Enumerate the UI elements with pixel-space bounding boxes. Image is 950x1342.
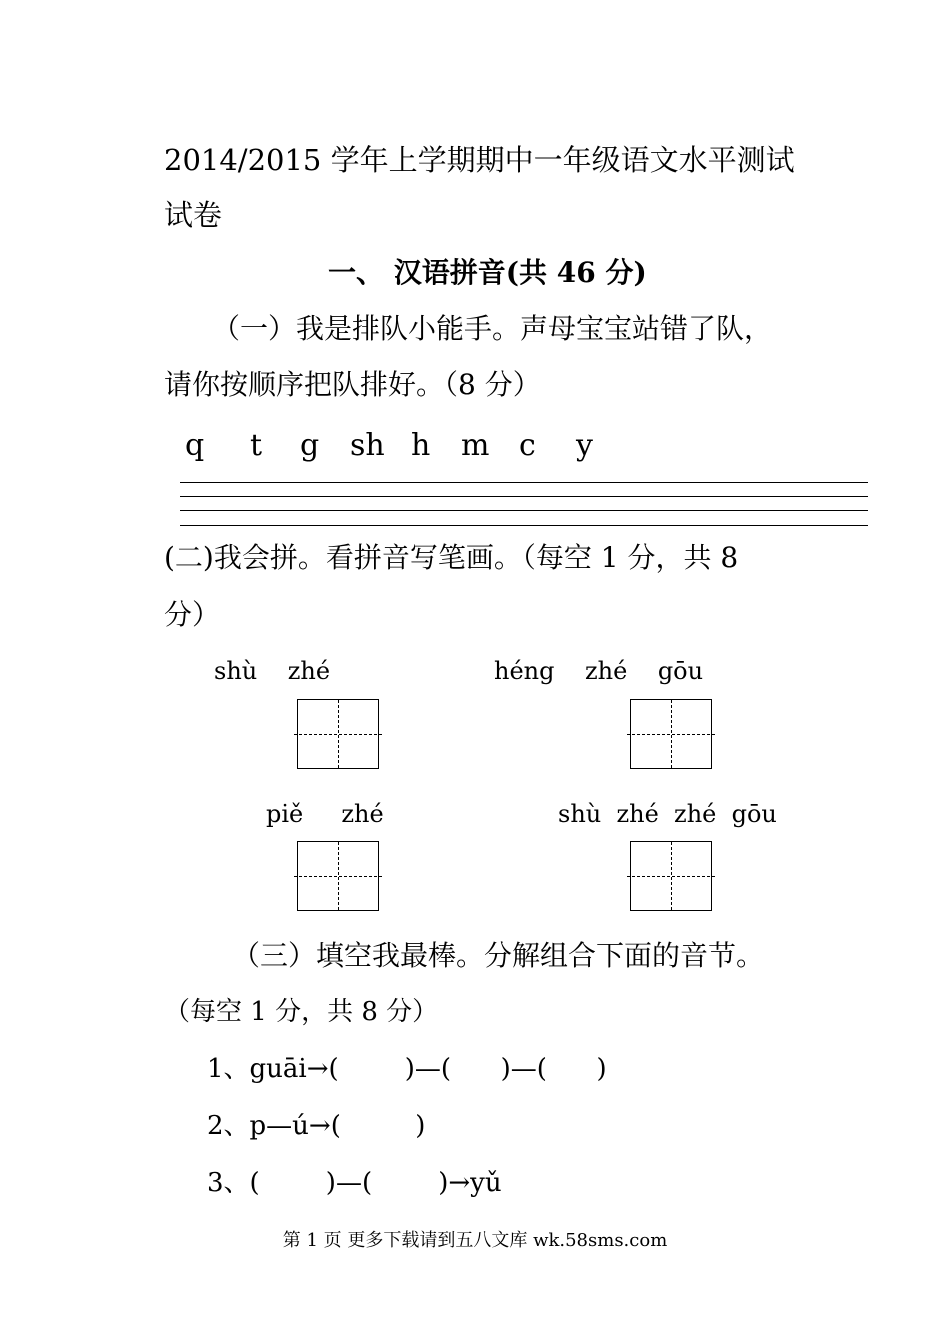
writing-line [180,496,868,497]
part1-instruction-line2: 请你按顺序把队排好。（8 分） [164,368,541,401]
syllable-item-1: 1、guāi→( )—( )—( ) [207,1054,607,1084]
initial-letter: sh [350,428,385,463]
writing-grid-box[interactable] [630,841,712,911]
page-footer: 第 1 页 更多下载请到五八文库 wk.58sms.com [282,1230,668,1251]
exam-title-line2: 试卷 [164,198,223,232]
syllable-item-2: 2、p—ú→( ) [207,1111,426,1141]
writing-grid-box[interactable] [297,841,379,911]
writing-line [180,482,868,483]
part2-instruction-line2: 分） [164,598,221,631]
stroke-pinyin-1: shù zhé [214,657,331,685]
initial-letter: h [411,428,431,463]
syllable-item-3: 3、( )—( )→yǔ [207,1168,502,1198]
writing-grid-box[interactable] [297,699,379,769]
section-heading-pinyin: 一、 汉语拼音(共 46 分) [328,256,647,289]
initial-letter: q [185,428,205,463]
writing-grid-box[interactable] [630,699,712,769]
writing-line [180,510,868,511]
initial-letter: c [519,428,536,463]
writing-line [180,525,868,526]
initial-letter: t [250,428,263,463]
part3-instruction-line1: （三）填空我最棒。分解组合下面的音节。 [232,939,765,972]
initial-letter: g [300,428,320,463]
part2-instruction-line1: (二)我会拼。看拼音写笔画。（每空 1 分，共 8 [164,541,739,574]
stroke-pinyin-3: piě zhé [266,800,384,828]
initial-letter: m [461,428,490,463]
part1-instruction-line1: （一）我是排队小能手。声母宝宝站错了队， [212,312,773,345]
exam-title-line1: 2014/2015 学年上学期期中一年级语文水平测试 [164,143,795,177]
stroke-pinyin-4: shù zhé zhé gōu [558,800,777,828]
stroke-pinyin-2: héng zhé gōu [494,657,704,685]
part3-instruction-line2: （每空 1 分，共 8 分） [164,997,439,1027]
initial-letter: y [576,428,593,463]
